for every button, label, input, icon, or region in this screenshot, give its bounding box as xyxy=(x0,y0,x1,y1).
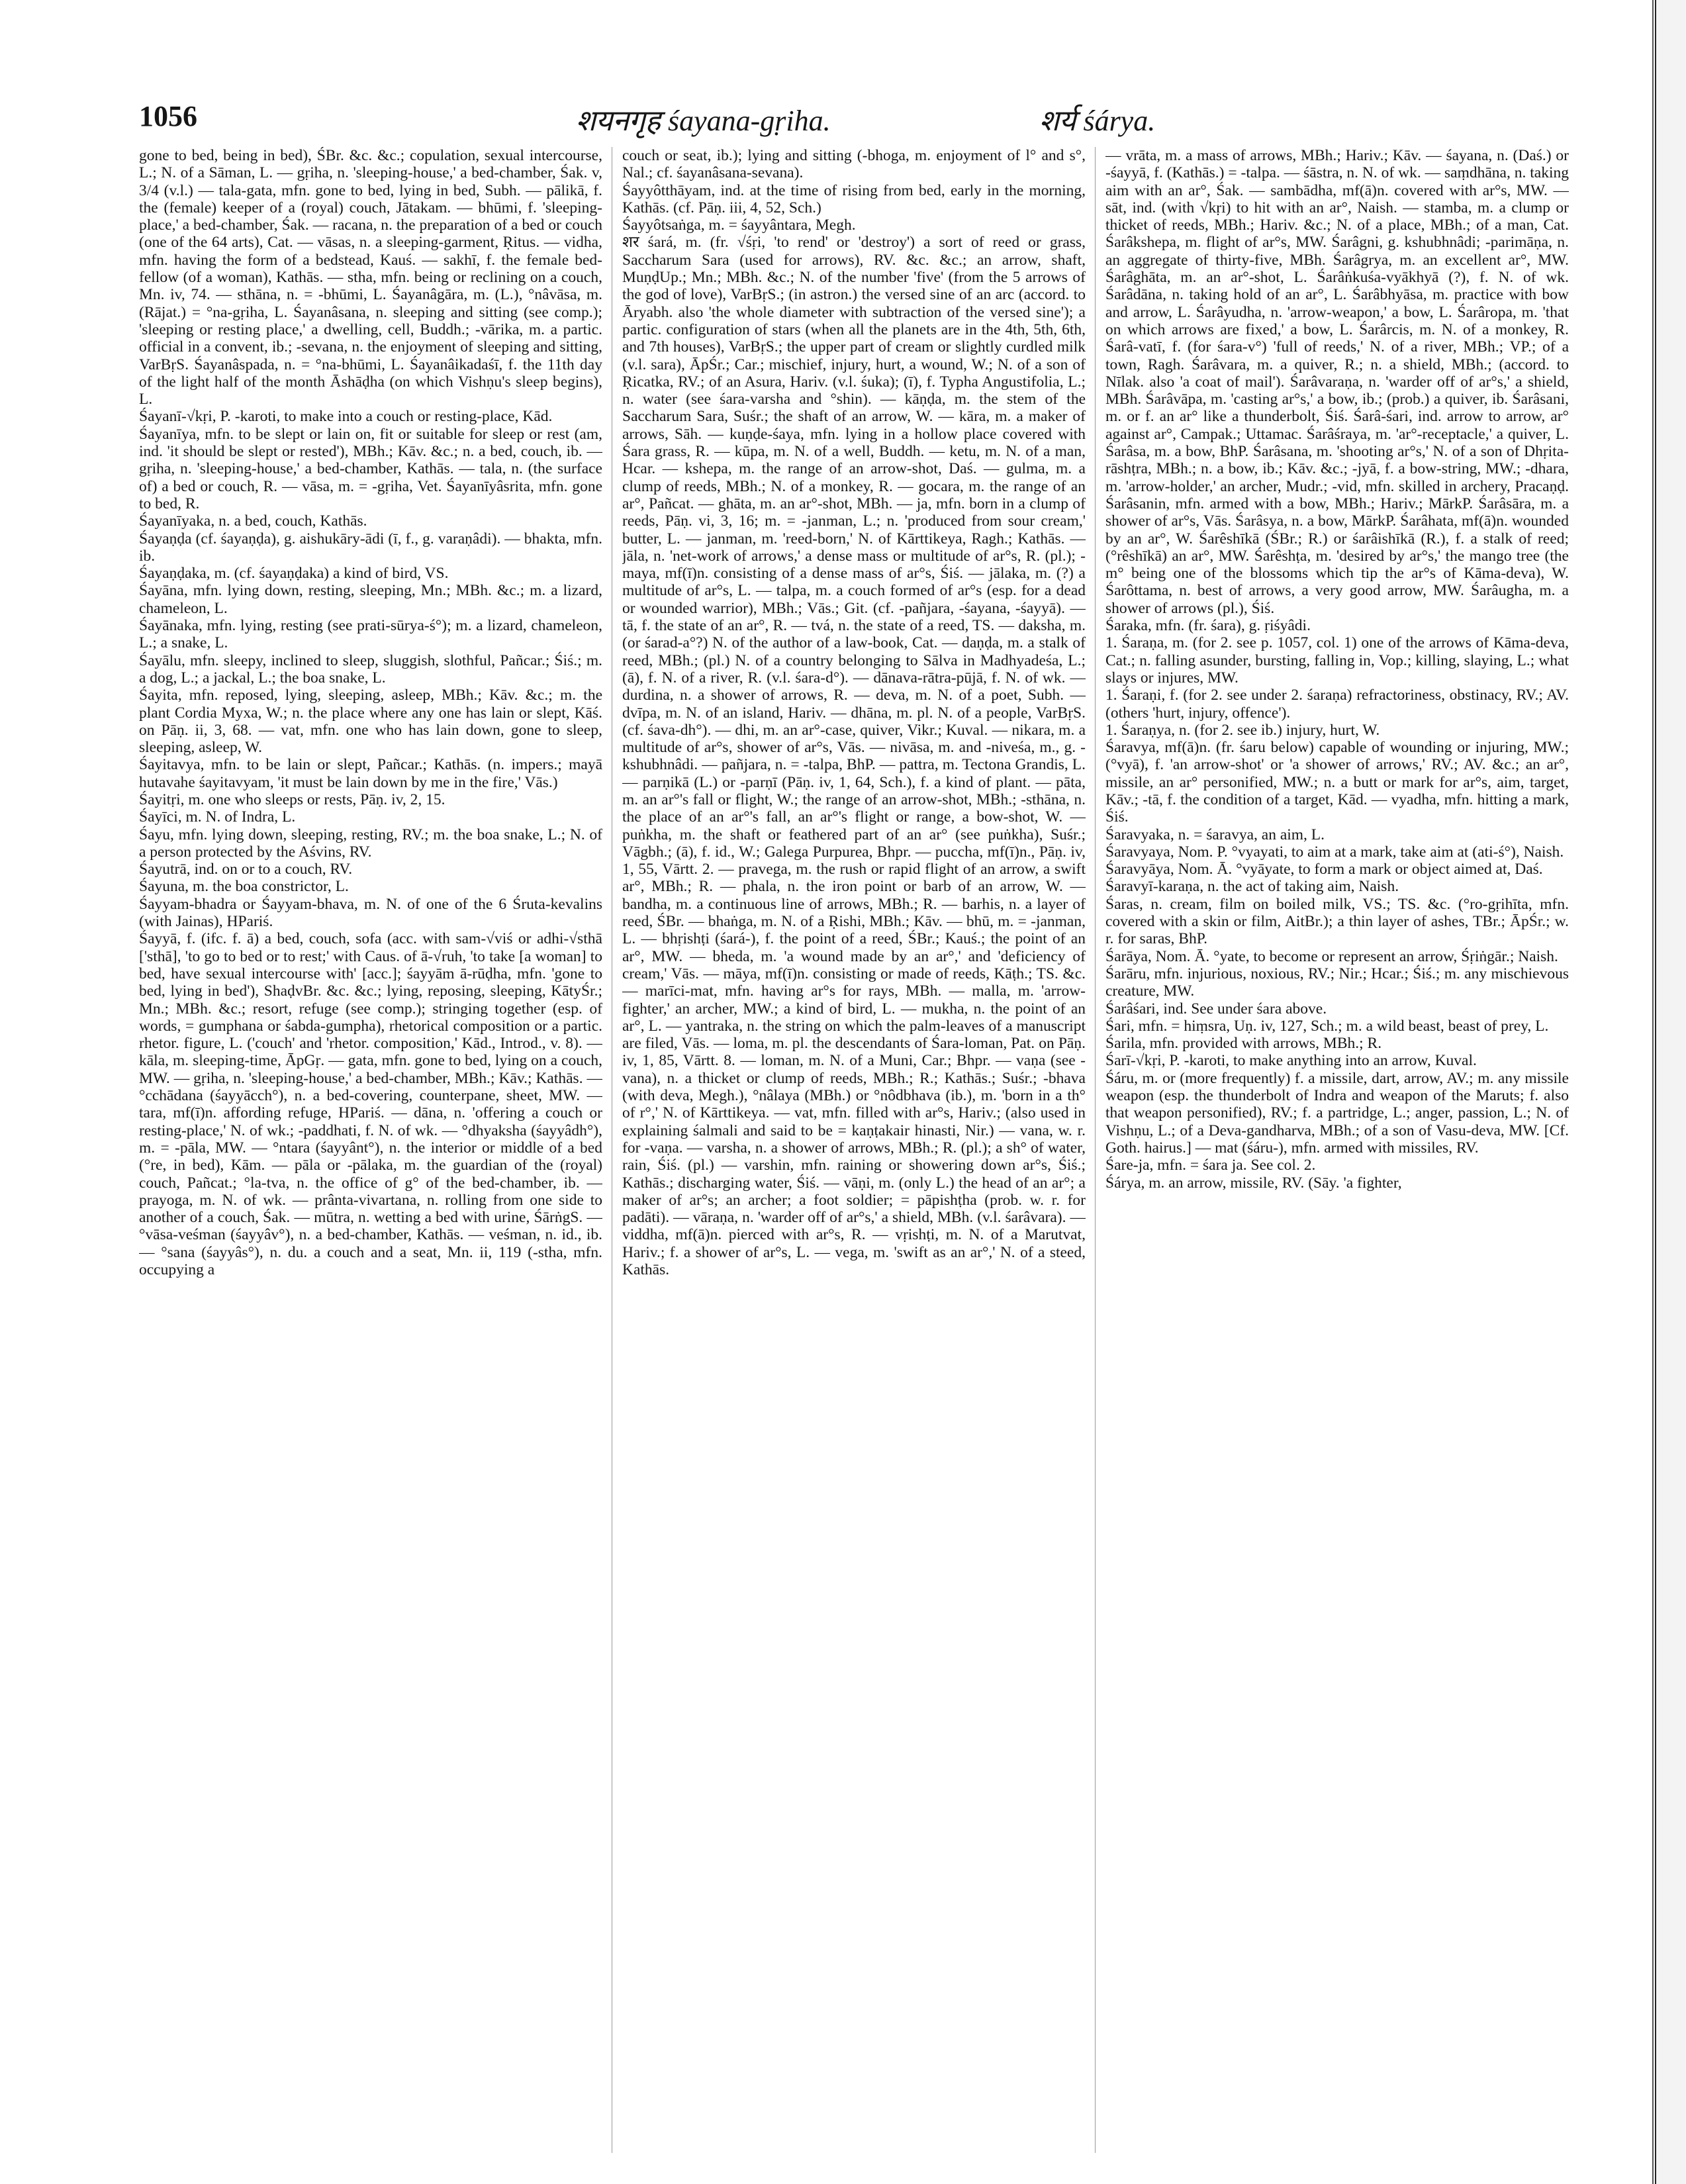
dictionary-entry: Śayālu, mfn. sleepy, inclined to sleep, sluggish, slothful, Pañcar.; Śiś.; m. a dog, L.; a jackal, L.; the boa snake, L. xyxy=(139,651,602,687)
dictionary-entry: Śari, mfn. = hiṃsra, Uṇ. iv, 127, Sch.; m. a wild beast, beast of prey, L. xyxy=(1105,1017,1549,1035)
dictionary-entry: Śayīci, m. N. of Indra, L. xyxy=(139,808,296,826)
page-edge-margin xyxy=(1655,0,1686,2184)
dictionary-entry: Śayānaka, mfn. lying, resting (see prati-sūrya-ś°); m. a lizard, chameleon, L.; a snake, L. xyxy=(139,617,602,652)
dictionary-entry: Śayuna, m. the boa constrictor, L. xyxy=(139,878,349,896)
dictionary-entry: Śaraka, mfn. (fr. śara), g. ṛiśyâdi. xyxy=(1105,617,1311,635)
dictionary-entry: Śayaṇḍaka, m. (cf. śayaṇḍaka) a kind of bird, VS. xyxy=(139,565,449,583)
dictionary-entry: gone to bed, being in bed), ŚBr. &c. &c.; copulation, sexual intercourse, L.; N. of a Sāman, L. — gṛiha, n. 'sleeping-house,' a bed-chamber, Śak. v, 3/4 (v.l.) — tala-gata, mfn. gone to bed, lying in bed, Subh. — pālikā, f. the (female) keeper of a (royal) couch, Jātakam. — bhūmi, f. 'sleeping-place,' a bed-chamber, Śak. — racana, n. the preparation of a bed or couch (one of the 64 arts), Cat. — vāsas, n. a sleeping-garment, Ṛitus. — vidha, mfn. having the form of a bedstead, Kauś. — sakhī, f. the female bed-fellow (of a woman), Kathās. — stha, mfn. being or reclining on a couch, Mn. iv, 74. — sthāna, n. = -bhūmi, L. Śayanâgāra, m. (L.), °nâvāsa, m. (Rājat.) = °na-gṛiha, L. Śayanâsana, n. sleeping and sitting (see comp.); 'sleeping or resting place,' a dwelling, cell, Buddh.; -vārika, m. a partic. official in a convent, ib.; -sevana, n. the enjoyment of sleeping and sitting, VarBṛS. Śayanâspada, n. = °na-bhūmi, L. Śayanâikadaśī, f. the 11th day of the light half of the month Āshāḍha (on which Vishṇu's sleep begins), L. xyxy=(139,147,602,408)
dictionary-entry: 1. Śaraṇya, n. (for 2. see ib.) injury, hurt, W. xyxy=(1105,721,1380,739)
dictionary-entry: — vrāta, m. a mass of arrows, MBh.; Hariv.; Kāv. — śayana, n. (Daś.) or -śayyā, f. (Kathās.) = -talpa. — śāstra, n. N. of wk. — saṃdhāna, n. taking aim with an ar°, Śak. — sambādha, mf(ā)n. covered with ar°s, MW. — sāt, ind. (with √kṛi) to hit with an ar°, Naish. — stamba, m. a clump or thicket of reeds, MBh.; Hariv. &c.; N. of a place, MBh.; of a man, Cat. Śarâkshepa, m. flight of ar°s, MW. Śarâgni, g. kshubhnâdi; -parimāṇa, n. an aggregate of thirty-five, MBh. Śarâgrya, m. an excellent ar°, MW. Śarâghāta, m. an ar°-shot, L. Śarâṅkuśa-vyākhyā (?), f. N. of wk. Śarâdāna, n. taking hold of an ar°, L. Śarâbhyāsa, m. practice with bow and arrow, L. Śarâyudha, n. 'arrow-weapon,' a bow, L. Śarâropa, m. 'that on which arrows are fixed,' a bow, L. Śarârcis, m. N. of a monkey, R. Śarâ-vatī, f. (for śara-v°) 'full of reeds,' N. of a river, MBh.; VP.; of a town, Ragh. Śarâvara, m. a quiver, R.; n. a shield, MBh.; (accord. to Nīlak. also 'a coat of mail'). Śarâvaraṇa, n. 'warder off of ar°s,' a shield, MBh. Śarâvāpa, m. 'casting ar°s,' a bow, ib.; (prob.) a quiver, ib. Śarâsani, m. or f. an ar° like a thunderbolt, Śiś. Śarâ-śari, ind. arrow to arrow, ar° against ar°, Campak.; Uttamac. Śarâśraya, m. 'ar°-receptacle,' a quiver, L. Śarâsa, m. a bow, BhP. Śarâsana, m. 'shooting ar°s,' N. of a son of Dhṛita-rāshṭra, MBh.; n. a bow, ib.; Kāv. &c.; -jyā, f. a bow-string, MW.; -dhara, m. 'arrow-holder,' an archer, Mudr.; -vid, mfn. skilled in archery, Pracaṇḍ. Śarâsanin, mfn. armed with a bow, MBh.; Hariv.; MārkP. Śarâsāra, m. a shower of ar°s, Vās. Śarâsya, n. a bow, MārkP. Śarâhata, mf(ā)n. wounded by an ar°, W. Śarêshīkā (ŚBr.; R.) or śarâishīkā (R.), f. a stalk of reed; (°rêshīkā) an ar°, MW. Śarêshṭa, m. 'desired by ar°s,' the mango tree (the m° being one of the blossoms which tip the ar°s of Kāma-deva), W. Śarôttama, n. best of arrows, a very good arrow, MW. Śarâugha, m. a shower of arrows (pl.), Śiś. xyxy=(1105,147,1569,617)
dictionary-entry: Śayanī-√kṛi, P. -karoti, to make into a couch or resting-place, Kād. xyxy=(139,408,553,426)
dictionary-entry: Śaravyaya, Nom. P. °vyayati, to aim at a mark, take aim at (ati-ś°), Naish. xyxy=(1105,843,1564,861)
dictionary-entry: Śarāya, Nom. Ā. °yate, to become or represent an arrow, Śṛiṅgār.; Naish. xyxy=(1105,947,1558,965)
dictionary-entry: Śayita, mfn. reposed, lying, sleeping, asleep, MBh.; Kāv. &c.; m. the plant Cordia Myxa, W.; n. the place where any one has lain or slept, Kāś. on Pāṇ. ii, 3, 68. — vat, mfn. one who has lain down, gone to sleep, sleeping, asleep, W. xyxy=(139,687,602,757)
column-left xyxy=(139,147,602,2153)
page-number: 1056 xyxy=(139,100,197,132)
page-edge-line xyxy=(1652,0,1654,2184)
dictionary-entry: Śaravyī-karaṇa, n. the act of taking aim, Naish. xyxy=(1105,878,1399,896)
dictionary-entry: Śarī-√kṛi, P. -karoti, to make anything into an arrow, Kuval. xyxy=(1105,1052,1477,1070)
dictionary-entry: Śayutrā, ind. on or to a couch, RV. xyxy=(139,861,353,878)
dictionary-entry: Śárya, m. an arrow, missile, RV. (Sāy. 'a fighter, xyxy=(1105,1174,1402,1192)
dictionary-entry: Śayāna, mfn. lying down, resting, sleeping, Mn.; MBh. &c.; m. a lizard, chameleon, L. xyxy=(139,582,602,617)
dictionary-entry: Śaras, n. cream, film on boiled milk, VS.; TS. &c. (°ro-gṛihīta, mfn. covered with a skin or film, AitBr.); a thin layer of ashes, TBr.; ĀpŚr.; w. r. for saras, BhP. xyxy=(1105,895,1569,948)
dictionary-entry: Śaravya, mf(ā)n. (fr. śaru below) capable of wounding or injuring, MW.; (°vyā), f. 'an arrow-shot' or 'a shower of arrows,' RV.; AV. &c.; an ar°, missile, an ar° personified, MW.; n. a butt or mark for ar°s, aim, target, Kāv.; -tā, f. the condition of a target, Kād. — vyadha, mfn. hitting a mark, Śiś. xyxy=(1105,739,1569,826)
dictionary-entry: Śaravyāya, Nom. Ā. °vyāyate, to form a mark or object aimed at, Daś. xyxy=(1105,861,1543,878)
dictionary-entry: Śayanīyaka, n. a bed, couch, Kathās. xyxy=(139,512,367,530)
dictionary-entry: Śarâśari, ind. See under śara above. xyxy=(1105,1000,1327,1018)
column-divider xyxy=(1095,147,1096,2153)
column-middle xyxy=(622,147,1086,2153)
dictionary-entry: Śarāru, mfn. injurious, noxious, RV.; Nir.; Hcar.; Śiś.; m. any mischievous creature, MW. xyxy=(1105,965,1569,1000)
dictionary-entry: 1. Śaraṇi, f. (for 2. see under 2. śaraṇa) refractoriness, obstinacy, RV.; AV. (others 'hurt, injury, offence'). xyxy=(1105,687,1569,722)
dictionary-entry: Śare-ja, mfn. = śara ja. See col. 2. xyxy=(1105,1157,1316,1174)
dictionary-entry: 1. Śaraṇa, m. (for 2. see p. 1057, col. 1) one of the arrows of Kāma-deva, Cat.; n. falling asunder, bursting, falling in, Vop.; killing, slaying, L.; what slays or injures, MW. xyxy=(1105,634,1569,687)
left-running-headword: शयनगृह śayana-gṛiha. xyxy=(576,105,831,137)
dictionary-entry: Śarila, mfn. provided with arrows, MBh.; R. xyxy=(1105,1035,1382,1053)
dictionary-entry: Śayyôtthāyam, ind. at the time of rising from bed, early in the morning, Kathās. (cf. Pāṇ. iii, 4, 52, Sch.) xyxy=(622,181,1086,216)
dictionary-entry: Śayaṇḍa (cf. śayaṇḍa), g. aishukāry-ādi (ī, f., g. varaṇâdi). — bhakta, mfn. ib. xyxy=(139,530,602,565)
dictionary-entry: Śaravyaka, n. = śaravya, an aim, L. xyxy=(1105,826,1325,843)
right-running-headword: शर्य śárya. xyxy=(1039,105,1156,137)
dictionary-entry: Śayitavya, mfn. to be lain or slept, Pañcar.; Kathās. (n. impers.; mayā hutavahe śayitavyam, 'it must be lain down by me in the fire,' Vās.) xyxy=(139,756,602,791)
column-right xyxy=(1105,147,1569,2153)
dictionary-entry: Śayyā, f. (ifc. f. ā) a bed, couch, sofa (acc. with sam-√viś or adhi-√sthā ['sthā], 'to go to bed or to rest;' with Caus. of ā-√ruh, 'to take [a woman] to bed, have sexual intercourse with' [acc.]; śayyām ā-rūḍha, mfn. 'gone to bed, lying in bed'), ShaḍvBr. &c. &c.; lying, reposing, sleeping, KātyŚr.; Mn.; MBh. &c.; resort, refuge (see comp.); stringing together (esp. of words, = gumphana or śabda-gumpha), rhetorical composition or a partic. rhetor. figure, L. ('couch' and 'rhetor. composition,' Kād., Introd., v. 8). — kāla, m. sleeping-time, ĀpGṛ. — gata, mfn. gone to bed, lying on a couch, MW. — gṛiha, n. 'sleeping-house,' a bed-chamber, MBh.; Kāv.; Kathās. — °cchādana (śayyācch°), n. a bed-covering, counterpane, sheet, MW. — tara, mf(ī)n. affording refuge, HPariś. — dāna, n. 'offering a couch or resting-place,' N. of wk.; -paddhati, f. N. of wk. — °dhyaksha (śayyâdh°), m. = -pāla, MW. — °ntara (śayyânt°), n. the interior or middle of a bed (°re, in bed), Kām. — pāla or -pālaka, m. the guardian of the (royal) couch, Pañcat.; °la-tva, n. the office of g° of the bed-chamber, ib. — prayoga, m. N. of wk. — prânta-vivartana, n. rolling from one side to another of a couch, Śak. — mūtra, n. wetting a bed with urine, ŚārṅgS. — °vāsa-veśman (śayyâv°), n. a bed-chamber, Kathās. — veśman, n. id., ib. — °sana (śayyâs°), n. du. a couch and a seat, Mn. ii, 119 (-stha, mfn. occupying a xyxy=(139,930,602,1278)
dictionary-entry: Śayu, mfn. lying down, sleeping, resting, RV.; m. the boa snake, L.; N. of a person protected by the Aśvins, RV. xyxy=(139,826,602,861)
dictionary-entry: Śayyam-bhadra or Śayyam-bhava, m. N. of one of the 6 Śruta-kevalins (with Jainas), HPariś. xyxy=(139,895,602,931)
dictionary-entry: Śáru, m. or (more frequently) f. a missile, dart, arrow, AV.; m. any missile weapon (esp. the thunderbolt of Indra and weapon of the Maruts; f. also that weapon personified), RV.; f. a partridge, L.; anger, passion, L.; N. of Vishṇu, L.; of a Deva-gandharva, MBh.; of a son of Vasu-deva, MW. [Cf. Goth. hairus.] — mat (śáru-), mfn. armed with missiles, RV. xyxy=(1105,1069,1569,1157)
dictionary-entry: Śayyôtsaṅga, m. = śayyântara, Megh. xyxy=(622,216,856,234)
dictionary-entry: couch or seat, ib.); lying and sitting (-bhoga, m. enjoyment of l° and s°, Nal.; cf. śayanâsana-sevana). xyxy=(622,147,1086,182)
dictionary-entry: Śayitṛi, m. one who sleeps or rests, Pāṇ. iv, 2, 15. xyxy=(139,790,445,808)
page-header xyxy=(139,99,1556,146)
dictionary-columns xyxy=(139,147,1569,2160)
dictionary-entry: Śayanīya, mfn. to be slept or lain on, fit or suitable for sleep or rest (am, ind. 'it should be slept or rested'), MBh.; Kāv. &c.; n. a bed, couch, ib. — gṛiha, n. 'sleeping-house,' a bed-chamber, Kathās. — tala, n. (the surface of) a bed or couch, R. — vāsa, m. = -gṛiha, Vet. Śayanīyâsrita, mfn. gone to bed, R. xyxy=(139,425,602,512)
dictionary-entry: शर śará, m. (fr. √śṛi, 'to rend' or 'destroy') a sort of reed or grass, Saccharum Sara (used for arrows), RV. &c. &c.; an arrow, shaft, MuṇḍUp.; Mn.; MBh. &c.; N. of the number 'five' (from the 5 arrows of the god of love), VarBṛS.; (in astron.) the versed sine of an arc (accord. to Āryabh. also 'the whole diameter with subtraction of the versed sine'); a partic. configuration of stars (when all the planets are in the 4th, 5th, 6th, and 7th houses), VarBṛS.; the upper part of cream or slightly curdled milk (v.l. sara), ĀpŚr.; Car.; mischief, injury, hurt, a wound, W.; N. of a son of Ṛicatka, RV.; of an Asura, Hariv. (v.l. śuka); (ī), f. Typha Angustifolia, L.; n. water (see śara-varsha and °shin). — kāṇḍa, m. the stem of the Saccharum Sara, Suśr.; the shaft of an arrow, W. — kāra, m. a maker of arrows, Sāh. — kuṇḍe-śaya, mfn. lying in a hollow place covered with Śara grass, R. — kūpa, m. N. of a well, Buddh. — ketu, m. N. of a man, Hcar. — kshepa, m. the range of an arrow-shot, Daś. — gulma, m. a clump of reeds, MBh.; N. of a monkey, R. — gocara, m. the range of an ar°, Pañcat. — ghāta, m. an ar°-shot, MBh. — ja, mfn. born in a clump of reeds, Pāṇ. vi, 3, 16; m. = -janman, L.; n. 'produced from sour cream,' butter, L. — janman, m. 'reed-born,' N. of Kārttikeya, Ragh.; Kathās. — jāla, n. 'net-work of arrows,' a dense mass or multitude of ar°s, R. (pl.); -maya, mf(ī)n. consisting of a dense mass of ar°s, Śiś. — jālaka, m. (?) a multitude of ar°s, L. — talpa, m. a couch formed of ar°s (esp. for a dead or wounded warrior), MBh.; Vās.; Git. (cf. -pañjara, -śayana, -śayyā). — tā, f. the state of an ar°, R. — tvá, n. the state of a reed, TS. — daksha, m. (or śarad-a°?) N. of the author of a law-book, Cat. — daṇḍa, m. a stalk of reed, MBh.; (pl.) N. of a country belonging to Sālva in Madhyadeśa, L.; (ā), f. N. of a river, R. (v.l. śara-d°). — dānava-rātra-pūjā, f. N. of wk. — durdina, n. a shower of arrows, R. — deva, m. N. of a poet, Subh. — dvīpa, m. N. of an island, Hariv. — dhāna, m. pl. N. of a people, VarBṛS. (cf. śava-dh°). — dhi, m. an ar°-case, quiver, Vikr.; Kuval. — nikara, m. a multitude of ar°s, shower of ar°s, Vās. — nivāsa, m. and -niveśa, m., g. -kshubhnâdi. — pañjara, n. = -talpa, BhP. — pattra, m. Tectona Grandis, L. — parṇikā (L.) or -parṇī (Pāṇ. iv, 1, 64, Sch.), f. a kind of plant. — pāta, m. an ar°'s fall or flight, W.; the range of an arrow-shot, MBh.; -sthāna, n. the place of an ar°'s fall, an ar°'s flight or range, a bow-shot, W. — puṅkha, m. the shaft or feathered part of an ar° (see puṅkha), Suśr.; Vāgbh.; (ā), f. id., W.; Galega Purpurea, Bhpr. — puccha, mf(ī)n., Pāṇ. iv, 1, 55, Vārtt. 2. — pravega, m. the rush or rapid flight of an arrow, a swift ar°, MBh.; R. — phala, n. the iron point or barb of an arrow, W. — bandha, m. a continuous line of arrows, MBh.; R. — barhis, n. a layer of reed, ŚBr. — bhaṅga, m. N. of a Ṛishi, MBh.; Kāv. — bhū, m. = -janman, L. — bhṛishṭi (śará-), f. the point of a reed, ŚBr.; Kauś.; the point of an ar°, MW. — bheda, m. 'a wound made by an ar°,' and 'deficiency of cream,' Vās. — māya, mf(ī)n. consisting or made of reeds, Kāṭh.; TS. &c. — marīci-mat, mfn. having ar°s for rays, MBh. — malla, m. 'arrow-fighter,' an archer, MW.; a kind of bird, L. — mukha, n. the point of an ar°, L. — yantraka, n. the string on which the palm-leaves of a manuscript are filed, Vās. — loma, m. pl. the descendants of Śara-loman, Pat. on Pāṇ. iv, 1, 85, Vārtt. 8. — loman, m. N. of a Muni, Car.; Bhpr. — vaṇa (see -vana), n. a thicket or clump of reeds, MBh.; R.; Kathās.; Suśr.; -bhava (with deva, Megh.), °nâlaya (MBh.) or °nôdbhava (ib.), m. 'born in a th° of r°,' N. of Kārttikeya. — vat, mfn. filled with ar°s, Hariv.; (also used in explaining śalmali and said to be = kaṇṭakair hinasti, Nir.) — vana, w. r. for -vaṇa. — varsha, n. a shower of arrows, MBh.; R. (pl.); a sh° of water, rain, Śiś. (pl.) — varshin, mfn. raining or showering down ar°s, Śiś.; Kathās.; discharging water, Śiś. — vāṇi, m. (only L.) the head of an ar°; a maker of ar°s; an archer; a foot soldier; = pāpishṭha (prob. w. r. for padāti). — vāraṇa, n. 'warder off of ar°s,' a shield, MBh. (v.l. śarâvara). — viddha, mf(ā)n. pierced with ar°s, R. — vṛishṭi, m. N. of a Marutvat, Hariv.; f. a shower of ar°s, L. — vega, m. 'swift as an ar°,' N. of a steed, Kathās. xyxy=(622,234,1086,1278)
